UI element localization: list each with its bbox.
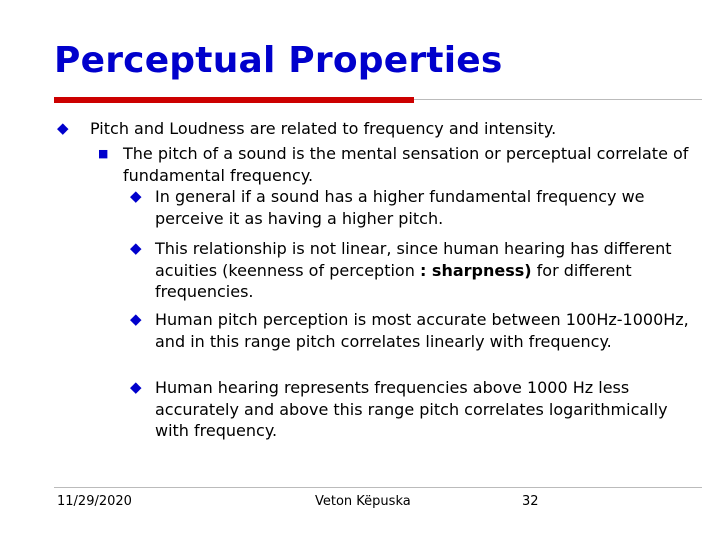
footer-author: Veton Këpuska	[315, 494, 411, 509]
footer-date: 11/29/2020	[57, 494, 132, 509]
bullet-bold-text: : sharpness)	[419, 260, 532, 280]
bullet-level1-text: Pitch and Loudness are related to frequency and intensity.	[90, 119, 557, 138]
footer-page-number: 32	[522, 494, 539, 509]
slide-title: Perceptual Properties	[54, 40, 503, 81]
bullet-level3-text	[155, 238, 695, 303]
square-bullet-icon: ■	[98, 147, 109, 160]
diamond-bullet-icon: ◆	[130, 187, 142, 205]
title-thin-rule	[414, 99, 702, 100]
bullet-text-part: This relationship is not linear, since human hearing has different acuities (keenness of perception	[155, 239, 672, 280]
diamond-bullet-icon: ◆	[130, 378, 142, 396]
footer-rule	[54, 487, 702, 488]
bullet-text-part: for different frequencies.	[155, 260, 632, 301]
bullet-level3-text: In general if a sound has a higher fundamental frequency we perceive it as having a higher pitch.	[155, 187, 645, 228]
title-accent-rule	[54, 97, 414, 103]
bullet-level2-text: The pitch of a sound is the mental sensation or perceptual correlate of fundamental frequency.	[123, 144, 689, 185]
diamond-bullet-icon: ◆	[57, 119, 69, 137]
bullet-level3-text: Human hearing represents frequencies above 1000 Hz less accurately and above this range pitch correlates logarithmically with frequency.	[155, 378, 668, 440]
diamond-bullet-icon: ◆	[130, 239, 142, 257]
diamond-bullet-icon: ◆	[130, 310, 142, 328]
bullet-level3-text: Human pitch perception is most accurate between 100Hz-1000Hz, and in this range pitch correlates linearly with frequency.	[155, 310, 689, 351]
